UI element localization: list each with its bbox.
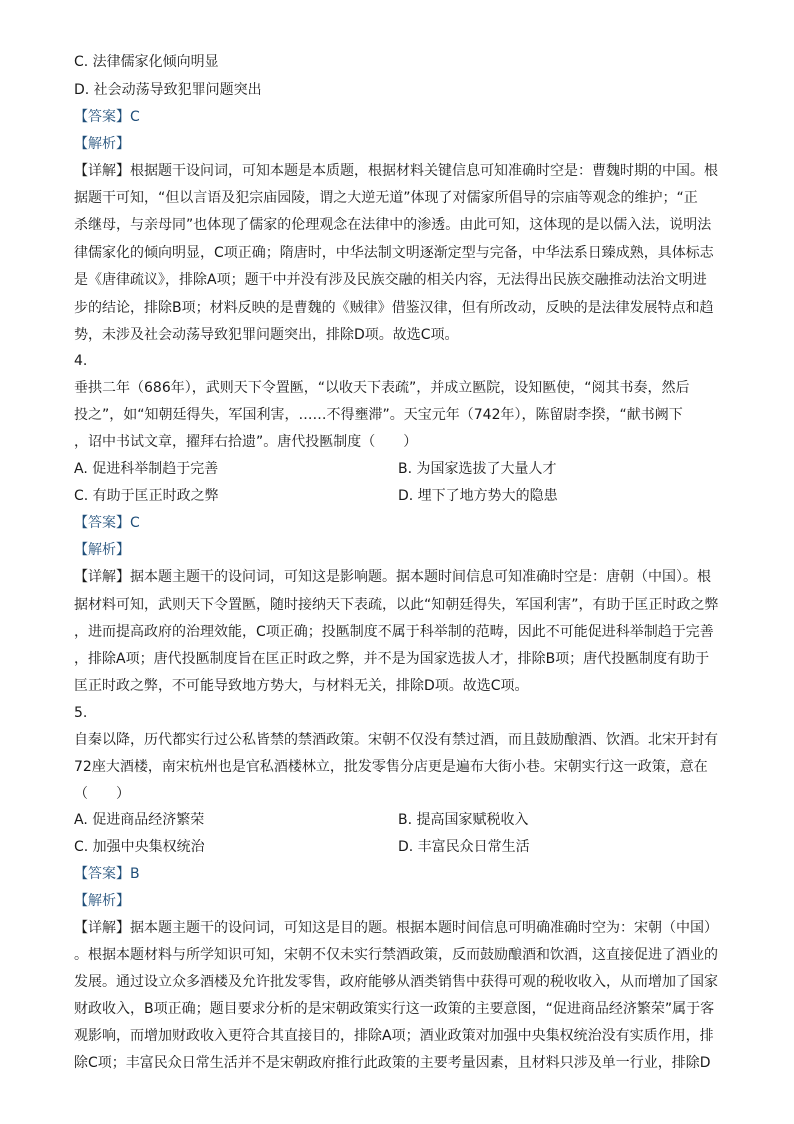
q3-option-c: C. 法律儒家化倾向明显 <box>74 54 219 70</box>
q3-detail-line: 是《唐律疏议》，排除A项；题干中并没有涉及民族交融的相关内容，无法得出民族交融推动法治文明进 <box>74 272 707 288</box>
q4-detail-line: ，排除A项；唐代投匦制度旨在匡正时政之弊，并不是为国家选拔人才，排除B项；唐代投匦制度有助于 <box>74 651 710 667</box>
q3-detail-line: 律儒家化的倾向明显，C项正确；隋唐时，中华法制文明逐渐定型与完备，中华法系日臻成熟，具体标志 <box>74 245 714 261</box>
q4-detail-line: 据材料可知，武则天下令置匦，随时接纳天下表疏，以此“知朝廷得失，军国利害”，有助于匡正时政之弊 <box>74 597 719 613</box>
q5-option-b: B. 提高国家赋税收入 <box>398 812 529 828</box>
q4-stem-line: 垂拱二年（686年），武则天下令置匦，“以收天下表疏”，并成立匦院，设知匦使，“阅其书奏，然后 <box>74 380 690 396</box>
q5-detail-line: 。根据本题材料与所学知识可知，宋朝不仅未实行禁酒政策，反而鼓励酿酒和饮酒，这直接促进了酒业的 <box>74 947 718 963</box>
q3-option-d: D. 社会动荡导致犯罪问题突出 <box>74 82 262 98</box>
q5-stem-line: （ ） <box>74 786 130 802</box>
q3-analysis-label: 【解析】 <box>74 136 130 152</box>
q5-option-d: D. 丰富民众日常生活 <box>398 839 530 855</box>
q5-answer: 【答案】B <box>74 866 140 882</box>
q4-stem-line: ，诏中书试文章，擢拜右拾遗”。唐代投匦制度（ ） <box>74 434 418 450</box>
q5-stem-line: 72座大酒楼，南宋杭州也是官私酒楼林立，批发零售分店更是遍布大街小巷。宋朝实行这一政策，意在 <box>74 759 708 775</box>
q4-detail-line: 匡正时政之弊，不可能导致地方势大，与材料无关，排除D项。故选C项。 <box>74 678 529 694</box>
q4-detail-line: ，进而提高政府的治理效能，C项正确；投匦制度不属于科举制的范畴，因此不可能促进科举制趋于完善 <box>74 624 714 640</box>
q5-number: 5. <box>74 705 88 721</box>
q3-detail-line: 势，未涉及社会动荡导致犯罪问题突出，排除D项。故选C项。 <box>74 327 459 343</box>
q4-detail-line: 【详解】据本题主题干的设问词，可知这是影响题。据本题时间信息可知准确时空是：唐朝（中国）。根 <box>74 569 711 585</box>
q3-answer: 【答案】C <box>74 109 140 125</box>
q3-detail-line: 杀继母，与亲母同”也体现了儒家的伦理观念在法律中的渗透。由此可知，这体现的是以儒入法，说明法 <box>74 217 712 233</box>
q3-detail-line: 据题干可知，“但以言语及犯宗庙园陵，谓之大逆无道”体现了对儒家所倡导的宗庙等观念的维护；“正 <box>74 190 698 206</box>
q5-detail-line: 财政收入，B项正确；题目要求分析的是宋朝政策实行这一政策的主要意图，“促进商品经济繁荣”属于客 <box>74 1001 715 1017</box>
q5-analysis-label: 【解析】 <box>74 893 130 909</box>
q5-stem-line: 自秦以降，历代都实行过公私皆禁的禁酒政策。宋朝不仅没有禁过酒，而且鼓励酿酒、饮酒。北宋开封有 <box>74 732 718 748</box>
q5-option-a: A. 促进商品经济繁荣 <box>74 812 205 828</box>
q4-number: 4. <box>74 353 88 369</box>
q4-option-a: A. 促进科举制趋于完善 <box>74 461 219 477</box>
q5-detail-line: 观影响，而增加财政收入更符合其直接目的，排除A项；酒业政策对加强中央集权统治没有实质作用，排 <box>74 1028 714 1044</box>
q4-option-c: C. 有助于匡正时政之弊 <box>74 488 219 504</box>
q4-option-d: D. 埋下了地方势大的隐患 <box>398 488 558 504</box>
q5-detail-line: 发展。通过设立众多酒楼及允许批发零售，政府能够从酒类销售中获得可观的税收收入，从而增加了国家 <box>74 974 718 990</box>
q5-detail-line: 除C项；丰富民众日常生活并不是宋朝政府推行此政策的主要考量因素，且材料只涉及单一行业，排除D <box>74 1055 711 1071</box>
q3-detail-line: 【详解】根据题干设问词，可知本题是本质题，根据材料关键信息可知准确时空是：曹魏时期的中国。根 <box>74 163 718 179</box>
q4-analysis-label: 【解析】 <box>74 542 130 558</box>
q5-detail-line: 【详解】据本题主题干的设问词，可知这是目的题。根据本题时间信息可明确准确时空为：宋朝（中国） <box>74 920 718 936</box>
q4-stem-line: 投之”，如“知朝廷得失，军国利害，……不得壅滞”。天宝元年（742年），陈留尉李揆，“献书阙下 <box>74 407 683 423</box>
q5-option-c: C. 加强中央集权统治 <box>74 839 205 855</box>
q4-option-b: B. 为国家选拔了大量人才 <box>398 461 557 477</box>
q3-detail-line: 步的结论，排除B项；材料反映的是曹魏的《贼律》借鉴汉律，但有所改动，反映的是法律发展特点和趋 <box>74 300 714 316</box>
q4-answer: 【答案】C <box>74 515 140 531</box>
